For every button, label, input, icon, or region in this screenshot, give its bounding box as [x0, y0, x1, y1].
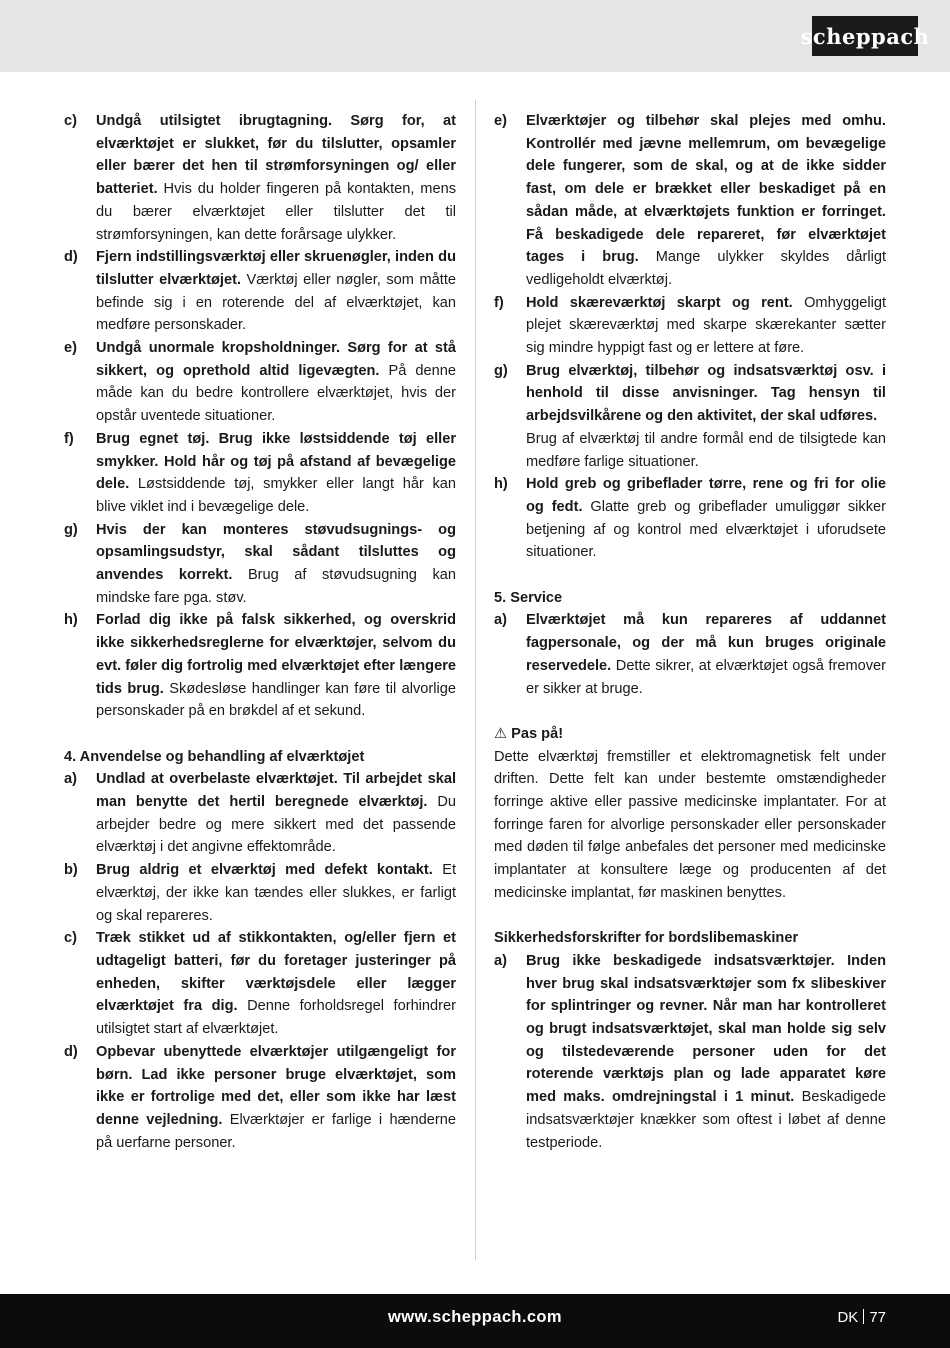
item-body [96, 337, 456, 428]
item-bold-text: Hold skæreværktøj skarpt og rent. [526, 294, 793, 311]
item-bold-text: Brug aldrig et elværktøj med defekt kontakt. [96, 862, 433, 879]
item-bold-text: Opbevar ubenyttede elværktøjer utilgængeligt for børn. Lad ikke personer bruge elværktøjet, som ikke er fortrolige med det, eller som ikke har læst denne vejledning. [96, 1043, 456, 1128]
item-bold-text: Forlad dig ikke på falsk sikkerhed, og overskrid ikke sikkerhedsreglerne for elværktøjer, selvom du evt. føler dig fortrolig med elværktøjet efter længere tids brug. [96, 612, 456, 697]
item-letter: b) [64, 862, 78, 879]
item-letter: d) [64, 1043, 78, 1060]
warning-heading [494, 723, 886, 746]
item-body [96, 519, 456, 610]
item-body [526, 473, 886, 564]
item-plain-text: Brug af støvudsugning kan mindske fare pga. støv. [96, 567, 456, 606]
item-letter: c) [64, 113, 77, 129]
right-list-grinder-safety [494, 950, 886, 1154]
item-bold-text: Træk stikket ud af stikkontakten, og/eller fjern et udtageligt batteri, før du foretager justeringer på enheden, skifter værktøjsdele eller lægger elværktøjet fra dig. [96, 930, 456, 1015]
warning-text: Dette elværktøj fremstiller et elektromagnetisk felt under driften. Dette felt kan under bestemte omstændigheder forringe aktive eller passive medicinske implantater. For at forringe faren for alvorlige personskader eller personskader med døden til følge anbefales det personer med medicinske implantater at konsultere læge og producenten af det medicinske implantat, før maskinen benyttes. [494, 748, 886, 901]
item-body [96, 1041, 456, 1155]
item-extra-text: Brug af elværktøj til andre formål end de tilsigtede kan medføre farlige situationer. [526, 430, 886, 470]
section-4-title: 4. Anvendelse og behandling af elværktøjet [64, 748, 365, 765]
item-body [96, 609, 456, 723]
item-bold-text: Brug elværktøj, tilbehør og indsatsværktøj osv. i henhold til disse anvisninger. Tag hensyn til arbejdsvilkårene og den aktivitet, der skal udføres. [526, 362, 886, 425]
item-bold-text: Undgå unormale kropsholdninger. Sørg for at stå sikkert, og oprethold altid ligevægten. [96, 340, 456, 379]
footer-bar [0, 1294, 950, 1348]
item-plain-text: Mange ulykker skyldes dårligt vedligeholdt elværktøj. [526, 249, 886, 288]
item-letter: h) [494, 476, 508, 493]
item-plain-text: Beskadigede indsatsværktøjer knækker som oftest i løbet af denne testperiode. [526, 1089, 886, 1151]
item-plain-text: Dette sikrer, at elværktøjet også fremover er sikker at bruge. [526, 657, 886, 697]
item-bold-text: Elværktøjer og tilbehør skal plejes med omhu. Kontrollér med jævne mellemrum, om bevægelige dele fungerer, som de skal, og at de ikke sidder fast, om dele er brækket eller beskadiget på en sådan måde, at elværktøjets funktion er forringet. Få beskadigede dele repareret, før elværktøjet tages i brug. [526, 113, 886, 266]
list-item [64, 337, 456, 428]
item-body [96, 768, 456, 859]
item-bold-text: Brug ikke beskadigede indsatsværktøjer. Inden hver brug skal indsatsværktøjer som fx slibeskiver for splintringer og revner. Når man har kontrolleret og brugt indsatsværktøjet, skal man holde sig selv og tilstedeværende personer uden for det roterende værktøjs plan og lade apparatet køre med maks. omdrejningstal i 1 minut. [526, 952, 886, 1106]
list-item [494, 292, 886, 360]
header-band [0, 0, 950, 72]
item-plain-text: Skødesløse handlinger kan føre til alvorlige personskader på en brøkdel af et sekund. [96, 680, 456, 720]
list-item [64, 428, 456, 519]
scheppach-logo [800, 16, 930, 56]
logo-text: scheppach [800, 23, 930, 49]
column-divider [475, 100, 476, 1260]
left-column [64, 110, 456, 1154]
item-body [526, 609, 886, 700]
item-plain-text: Denne forholdsregel forhindrer utilsigtet start af elværktøjet. [96, 998, 456, 1038]
item-bold-text: Elværktøjet må kun repareres af uddannet fagpersonale, og der må kun bruges originale reservedele. [526, 612, 886, 674]
list-item [494, 360, 886, 474]
item-body [526, 950, 886, 1154]
item-letter: d) [64, 249, 78, 266]
list-item [64, 519, 456, 610]
item-body [526, 110, 886, 292]
item-plain-text: På denne måde kan du bedre kontrollere elværktøjet, hvis der opstår uventede situationer. [96, 362, 456, 425]
item-plain-text: Du arbejder bedre og mere sikkert med det passende elværktøj i det angivne effektområde. [96, 794, 456, 856]
left-list-personal-safety [64, 110, 456, 723]
item-body [96, 110, 456, 246]
item-letter: c) [64, 930, 77, 947]
list-item [64, 768, 456, 859]
list-item [64, 609, 456, 723]
right-list-service [494, 609, 886, 700]
list-item [64, 246, 456, 337]
item-plain-text: Elværktøjer er farlige i hænderne på uerfarne personer. [96, 1111, 456, 1151]
item-bold-text: Undgå utilsigtet ibrugtagning. Sørg for, at elværktøjet er slukket, før du tilslutter, opsamler eller bærer det hen til strømforsyningen og/ eller batteriet. [96, 113, 456, 198]
item-plain-text: Værktøj eller nøgler, som måtte befinde sig i en roterende del af elværktøjet, kan medføre personskader. [96, 271, 456, 334]
list-item [64, 1041, 456, 1155]
website-link[interactable]: www.scheppach.com [388, 1308, 562, 1326]
list-item [64, 927, 456, 1041]
item-letter: h) [64, 612, 78, 629]
list-item [494, 609, 886, 700]
item-plain-text: Omhyggeligt plejet skæreværktøj med skarpe skærekanter sætter sig mindre hyppigt fast og er lettere at føre. [526, 294, 886, 357]
right-column [494, 110, 886, 1154]
item-body [96, 428, 456, 519]
item-bold-text: Fjern indstillingsværktøj eller skruenøgler, inden du tilslutter elværktøjet. [96, 249, 456, 288]
item-bold-text: Undlad at overbelaste elværktøjet. Til arbejdet skal man benytte det hertil beregnede elværktøj. [96, 771, 456, 811]
item-letter: f) [64, 430, 74, 447]
item-body [96, 927, 456, 1041]
warning-triangle-icon: ⚠ [494, 725, 508, 742]
item-letter: a) [494, 612, 507, 629]
item-letter: a) [64, 771, 77, 788]
section-5-title: 5. Service [494, 589, 563, 606]
item-plain-text: Et elværktøj, der ikke kan tændes eller slukkes, er farligt og skal repareres. [96, 862, 457, 924]
item-letter: g) [494, 362, 508, 379]
item-body [526, 292, 886, 360]
item-body [96, 246, 456, 337]
item-plain-text: Hvis du holder fingeren på kontakten, mens du bærer elværktøjet eller tilslutter det til strømforsyningen, kan dette forårsage ulykker. [96, 181, 456, 243]
item-bold-text: Hold greb og gribeflader tørre, rene og fri for olie og fedt. [526, 476, 886, 515]
list-item [494, 473, 886, 564]
page-indicator [837, 1309, 886, 1326]
item-letter: e) [64, 340, 77, 357]
item-body [96, 859, 456, 927]
item-letter: f) [494, 294, 504, 311]
left-list-tool-use [64, 768, 456, 1154]
warning-title: Pas på! [511, 725, 564, 742]
list-item [64, 859, 456, 927]
page-number: 77 [869, 1309, 886, 1326]
list-item [494, 950, 886, 1154]
list-item [494, 110, 886, 292]
item-body [526, 360, 886, 474]
item-bold-text: Hvis der kan monteres støvudsugnings- og opsamlingsudstyr, skal sådant tilsluttes og anvendes korrekt. [96, 521, 456, 584]
page-separator [863, 1309, 864, 1324]
grinder-safety-title: Sikkerhedsforskrifter for bordslibemaskiner [494, 930, 799, 947]
item-plain-text: Glatte greb og gribeflader umuliggør sikker betjening af og kontrol med elværktøjet i uforudsete situationer. [526, 498, 886, 561]
item-letter: e) [494, 113, 507, 129]
right-list-tool-care [494, 110, 886, 564]
item-plain-text: Løstsiddende tøj, smykker eller langt hår kan blive viklet ind i bevægelige dele. [96, 476, 456, 515]
list-item [64, 110, 456, 246]
item-bold-text: Brug egnet tøj. Brug ikke løstsiddende tøj eller smykker. Hold hår og tøj på afstand af bevægelige dele. [96, 430, 456, 493]
item-letter: a) [494, 952, 507, 969]
language-code: DK [837, 1309, 859, 1326]
item-letter: g) [64, 521, 78, 538]
